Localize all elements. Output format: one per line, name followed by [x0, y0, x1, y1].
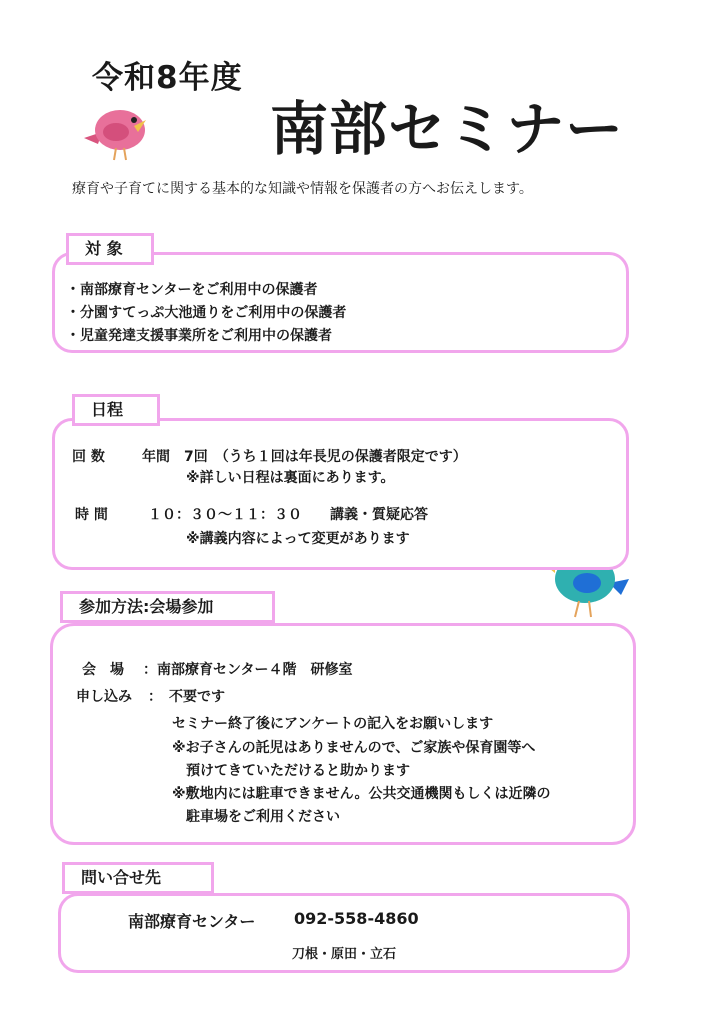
count-label: 回 数 — [72, 449, 105, 465]
contact-staff: 刀根・原田・立石 — [292, 947, 397, 962]
venue-value: ：南部療育センター４階 研修室 — [143, 662, 353, 678]
participation-note-1: セミナー終了後にアンケートの記入をお願いします — [172, 716, 494, 732]
participation-note-5: 駐車場をご利用ください — [172, 809, 340, 825]
target-item-1: ・南部療育センターをご利用中の保護者 — [66, 282, 318, 298]
schedule-heading: 日程 — [72, 394, 160, 426]
count-value: 年間 7回 （うち１回は年長児の保護者限定です） — [142, 449, 467, 465]
page-title: 南部セミナー — [270, 95, 625, 163]
venue-label: 会 場 — [82, 662, 124, 678]
pink-bird-icon — [80, 98, 152, 166]
target-item-2: ・分園すてっぷ大池通りをご利用中の保護者 — [66, 305, 347, 321]
participation-note-4: ※敷地内には駐車できません。公共交通機関もしくは近隣の — [172, 786, 551, 802]
contact-org: 南部療育センター — [128, 912, 256, 931]
participation-heading: 参加方法:会場参加 — [60, 591, 275, 623]
count-note: ※詳しい日程は裏面にあります。 — [186, 470, 395, 486]
participation-note-3: 預けてきていただけると助かります — [172, 763, 410, 779]
apply-label: 申し込み — [76, 689, 132, 705]
target-item-3: ・児童発達支援事業所をご利用中の保護者 — [66, 328, 332, 344]
year-label: 令和8年度 — [92, 60, 243, 96]
apply-value: ： 不要です — [148, 689, 225, 705]
time-note: ※講義内容によって変更があります — [186, 531, 410, 547]
contact-heading: 問い合せ先 — [62, 862, 214, 894]
participation-note-2: ※お子さんの託児はありませんので、ご家族や保育園等へ — [172, 740, 536, 756]
participation-box — [50, 623, 636, 845]
target-heading: 対 象 — [66, 233, 154, 265]
time-value: １０：３０～１１：３０ 講義・質疑応答 — [148, 507, 428, 523]
contact-phone: 092-558-4860 — [294, 909, 419, 928]
time-label: 時 間 — [75, 507, 108, 523]
intro-text: 療育や子育てに関する基本的な知識や情報を保護者の方へお伝えします。 — [72, 181, 533, 197]
